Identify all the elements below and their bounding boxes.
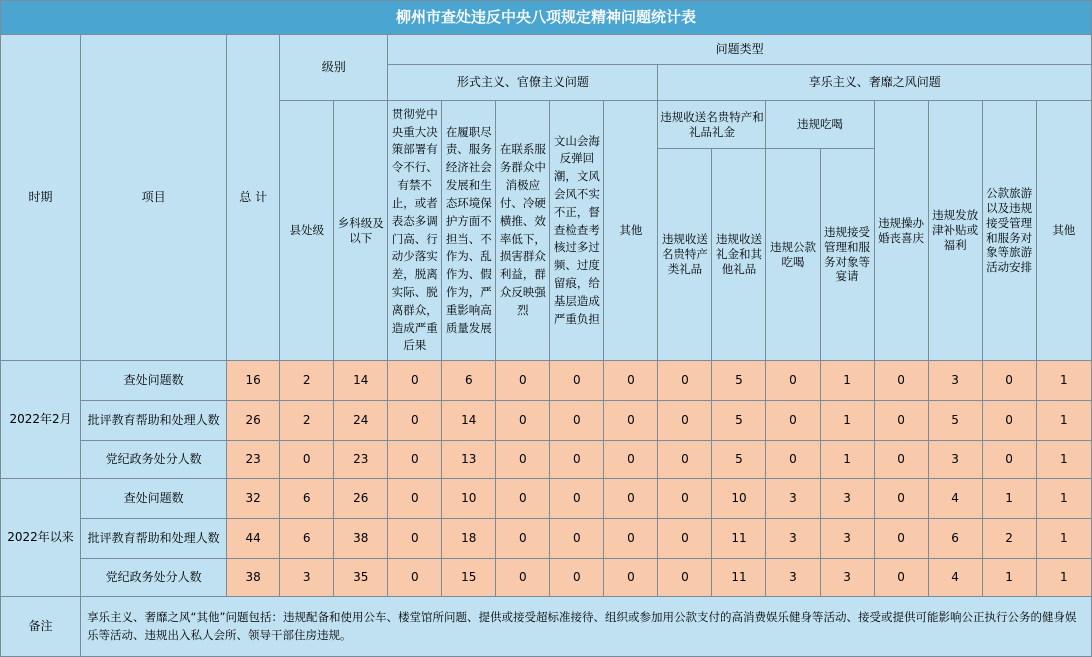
value-cell: 35 <box>334 559 388 597</box>
value-cell: 15 <box>442 559 496 597</box>
value-cell: 0 <box>604 361 658 401</box>
value-cell: 0 <box>658 479 712 519</box>
value-cell: 38 <box>227 559 280 597</box>
value-cell: 16 <box>227 361 280 401</box>
value-cell: 32 <box>227 479 280 519</box>
value-cell: 5 <box>712 441 766 479</box>
header-allowance: 违规发放津补贴或福利 <box>928 101 982 361</box>
value-cell: 10 <box>712 479 766 519</box>
header-hedonism-other: 其他 <box>1036 101 1091 361</box>
header-gift-col-1: 违规收送名贵特产类礼品 <box>658 149 712 361</box>
value-cell: 3 <box>928 361 982 401</box>
header-level-county: 县处级 <box>280 101 334 361</box>
value-cell: 0 <box>874 479 928 519</box>
table-row <box>1 559 1092 597</box>
value-cell: 3 <box>280 559 334 597</box>
header-dining-col-1: 违规公款吃喝 <box>766 149 820 361</box>
value-cell: 24 <box>334 401 388 441</box>
value-cell: 3 <box>820 479 874 519</box>
value-cell: 5 <box>712 401 766 441</box>
header-formalism-col-4: 文山会海反弹回潮，文风会风不实不正，督查检查考核过多过频、过度留痕，给基层造成严重负担 <box>550 101 604 361</box>
value-cell: 0 <box>550 519 604 559</box>
table-row <box>1 441 1092 479</box>
value-cell: 0 <box>982 361 1036 401</box>
value-cell: 1 <box>820 361 874 401</box>
value-cell: 5 <box>712 361 766 401</box>
header-formalism-col-3: 在联系服务群众中消极应付、冷硬横推、效率低下，损害群众利益，群众反映强烈 <box>496 101 550 361</box>
row-item-label: 查处问题数 <box>81 479 227 519</box>
value-cell: 14 <box>442 401 496 441</box>
value-cell: 23 <box>227 441 280 479</box>
value-cell: 4 <box>928 559 982 597</box>
value-cell: 44 <box>227 519 280 559</box>
value-cell: 0 <box>874 401 928 441</box>
value-cell: 0 <box>280 441 334 479</box>
value-cell: 3 <box>928 441 982 479</box>
value-cell: 0 <box>604 441 658 479</box>
header-formalism-col-other: 其他 <box>604 101 658 361</box>
value-cell: 18 <box>442 519 496 559</box>
value-cell: 0 <box>658 441 712 479</box>
value-cell: 0 <box>982 441 1036 479</box>
table-row <box>1 401 1092 441</box>
header-dining-group: 违规吃喝 <box>766 101 874 149</box>
value-cell: 0 <box>388 361 442 401</box>
value-cell: 3 <box>766 479 820 519</box>
header-formalism-group: 形式主义、官僚主义问题 <box>388 65 658 101</box>
value-cell: 2 <box>280 401 334 441</box>
value-cell: 0 <box>658 401 712 441</box>
value-cell: 6 <box>442 361 496 401</box>
value-cell: 4 <box>928 479 982 519</box>
value-cell: 26 <box>334 479 388 519</box>
value-cell: 38 <box>334 519 388 559</box>
value-cell: 0 <box>658 559 712 597</box>
header-item: 项目 <box>81 35 227 361</box>
row-item-label: 查处问题数 <box>81 361 227 401</box>
period-label: 2022年以来 <box>1 479 81 597</box>
row-item-label: 党纪政务处分人数 <box>81 441 227 479</box>
value-cell: 1 <box>1036 519 1091 559</box>
value-cell: 1 <box>1036 401 1091 441</box>
header-total: 总 计 <box>227 35 280 361</box>
table-body <box>1 361 1092 597</box>
value-cell: 11 <box>712 559 766 597</box>
value-cell: 0 <box>982 401 1036 441</box>
value-cell: 0 <box>496 519 550 559</box>
value-cell: 3 <box>820 559 874 597</box>
value-cell: 0 <box>496 441 550 479</box>
value-cell: 0 <box>550 559 604 597</box>
value-cell: 14 <box>334 361 388 401</box>
value-cell: 0 <box>604 559 658 597</box>
header-formalism-col-1: 贯彻党中央重大决策部署有令不行、有禁不止，或者表态多调门高、行动少落实差，脱离实际、脱离群众，造成严重后果 <box>388 101 442 361</box>
value-cell: 23 <box>334 441 388 479</box>
value-cell: 6 <box>928 519 982 559</box>
header-wedding-funeral: 违规操办婚丧喜庆 <box>874 101 928 361</box>
value-cell: 6 <box>280 479 334 519</box>
value-cell: 1 <box>1036 479 1091 519</box>
table-row <box>1 361 1092 401</box>
value-cell: 1 <box>982 559 1036 597</box>
value-cell: 6 <box>280 519 334 559</box>
value-cell: 0 <box>388 401 442 441</box>
value-cell: 0 <box>496 361 550 401</box>
value-cell: 26 <box>227 401 280 441</box>
table-row <box>1 479 1092 519</box>
header-dining-col-2: 违规接受管理和服务对象等宴请 <box>820 149 874 361</box>
value-cell: 1 <box>1036 361 1091 401</box>
value-cell: 0 <box>874 519 928 559</box>
value-cell: 0 <box>604 401 658 441</box>
value-cell: 13 <box>442 441 496 479</box>
header-formalism-col-2: 在履职尽责、服务经济社会发展和生态环境保护方面不担当、不作为、乱作为、假作为，严重影响高质量发展 <box>442 101 496 361</box>
value-cell: 3 <box>766 519 820 559</box>
value-cell: 0 <box>766 361 820 401</box>
value-cell: 0 <box>766 401 820 441</box>
value-cell: 1 <box>1036 441 1091 479</box>
value-cell: 0 <box>874 559 928 597</box>
value-cell: 3 <box>820 519 874 559</box>
value-cell: 0 <box>496 401 550 441</box>
value-cell: 0 <box>874 441 928 479</box>
value-cell: 11 <box>712 519 766 559</box>
period-label: 2022年2月 <box>1 361 81 479</box>
value-cell: 0 <box>658 361 712 401</box>
header-gift-col-2: 违规收送礼金和其他礼品 <box>712 149 766 361</box>
value-cell: 0 <box>388 479 442 519</box>
value-cell: 0 <box>550 479 604 519</box>
value-cell: 10 <box>442 479 496 519</box>
header-hedonism-group: 享乐主义、奢靡之风问题 <box>658 65 1092 101</box>
value-cell: 3 <box>766 559 820 597</box>
note-text: 享乐主义、奢靡之风“其他”问题包括：违规配备和使用公车、楼堂馆所问题、提供或接受超标准接待、组织或参加用公款支付的高消费娱乐健身等活动、接受或提供可能影响公正执行公务的健身娱乐等活动、违规出入私人会所、领导干部住房违规。 <box>81 597 1092 657</box>
value-cell: 0 <box>388 519 442 559</box>
header-level-township: 乡科级及以下 <box>334 101 388 361</box>
header-level: 级别 <box>280 35 388 101</box>
value-cell: 0 <box>496 479 550 519</box>
value-cell: 0 <box>766 441 820 479</box>
row-item-label: 批评教育帮助和处理人数 <box>81 519 227 559</box>
table-title: 柳州市查处违反中央八项规定精神问题统计表 <box>1 1 1092 35</box>
value-cell: 1 <box>1036 559 1091 597</box>
value-cell: 5 <box>928 401 982 441</box>
header-tourism: 公款旅游以及违规接受管理和服务对象等旅游活动安排 <box>982 101 1036 361</box>
header-problem-type: 问题类型 <box>388 35 1092 65</box>
row-item-label: 党纪政务处分人数 <box>81 559 227 597</box>
value-cell: 0 <box>604 519 658 559</box>
table-row <box>1 519 1092 559</box>
value-cell: 2 <box>280 361 334 401</box>
value-cell: 1 <box>820 401 874 441</box>
value-cell: 0 <box>388 559 442 597</box>
value-cell: 0 <box>496 559 550 597</box>
header-gift-group: 违规收送名贵特产和礼品礼金 <box>658 101 766 149</box>
value-cell: 2 <box>982 519 1036 559</box>
value-cell: 1 <box>982 479 1036 519</box>
value-cell: 0 <box>550 401 604 441</box>
value-cell: 0 <box>388 441 442 479</box>
value-cell: 1 <box>820 441 874 479</box>
value-cell: 0 <box>550 441 604 479</box>
header-period: 时期 <box>1 35 81 361</box>
row-item-label: 批评教育帮助和处理人数 <box>81 401 227 441</box>
value-cell: 0 <box>658 519 712 559</box>
value-cell: 0 <box>550 361 604 401</box>
value-cell: 0 <box>874 361 928 401</box>
value-cell: 0 <box>604 479 658 519</box>
note-label: 备注 <box>1 597 81 657</box>
